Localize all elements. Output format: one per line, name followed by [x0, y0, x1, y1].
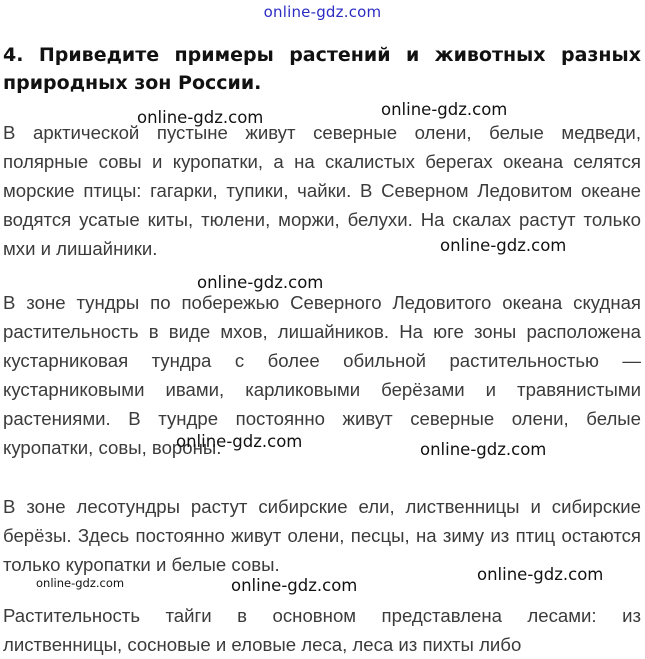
question-heading: 4. Приведите примеры растений и животных разных природных зон России. [3, 44, 641, 94]
paragraph-tundra: В зоне тундры по побережью Северного Ледовитого океана скудная растительность в виде мхов, лишайников. На юге зоны расположена кустарниковая тундра с более обильной растительностью — кустарниковыми ивами, карликовыми берёзами и травянистыми растениями. В тундре постоянно живут северные олени, белые куропатки, совы, вороны. [3, 292, 641, 458]
watermark: online-gdz.com [440, 236, 567, 255]
paragraph-forest-tundra: В зоне лесотундры растут сибирские ели, лиственницы и сибирские берёзы. Здесь постоянно живут олени, песцы, на зиму из птиц остаются только куропатки и белые совы. [3, 496, 641, 575]
watermark: online-gdz.com [197, 273, 324, 292]
watermark: online-gdz.com [420, 440, 547, 459]
paragraph-taiga: Растительность тайги в основном представлена лесами: из лиственницы, сосновые и еловые леса, леса из пихты либо [3, 605, 641, 655]
watermark: online-gdz.com [176, 432, 303, 451]
watermark: online-gdz.com [477, 565, 604, 584]
site-header[interactable]: online-gdz.com [263, 3, 382, 21]
watermark: online-gdz.com [381, 100, 508, 119]
watermark: online-gdz.com [137, 108, 264, 127]
watermark: online-gdz.com [231, 576, 358, 595]
watermark: online-gdz.com [36, 576, 125, 590]
paragraph-arctic-desert: В арктической пустыне живут северные олени, белые медведи, полярные совы и куропатки, а на скалистых берегах океана селятся морские птицы: гагарки, тупики, чайки. В Северном Ледовитом океане водятся усатые киты, тюлени, моржи, белухи. На скалах растут только мхи и лишайники. [3, 122, 641, 259]
